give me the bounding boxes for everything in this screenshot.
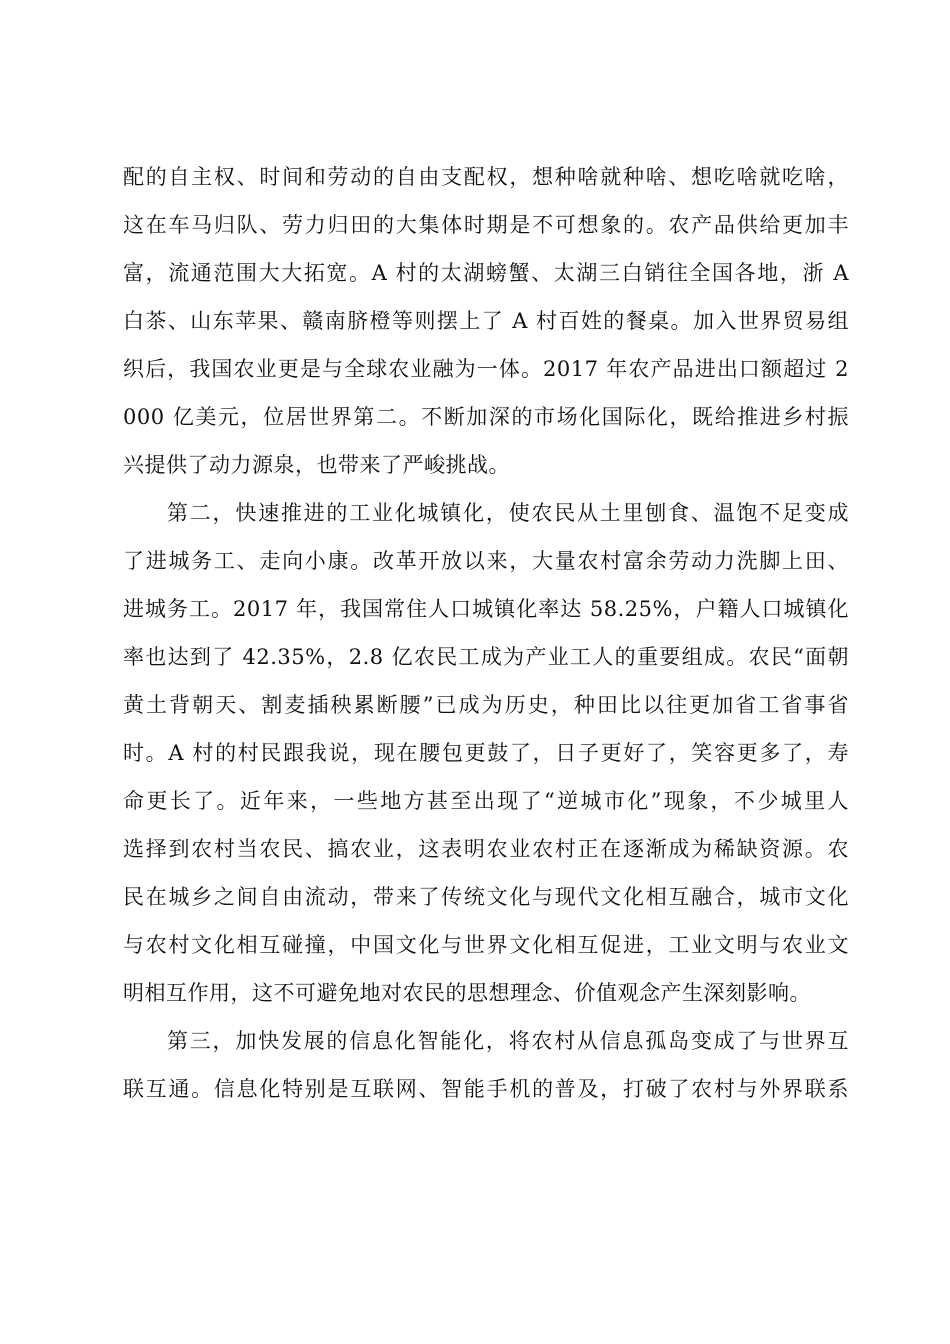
text-line: 白茶、山东苹果、赣南脐橙等则摆上了 A 村百姓的餐桌。加入世界贸易组 <box>123 309 849 333</box>
text-line: 民在城乡之间自由流动，带来了传统文化与现代文化相互融合，城市文化 <box>123 885 849 909</box>
text-line: 选择到农村当农民、搞农业，这表明农业农村正在逐渐成为稀缺资源。农 <box>123 837 849 861</box>
text-line: 织后，我国农业更是与全球农业融为一体。2017 年农产品进出口额超过 2 <box>123 357 849 381</box>
text-line: 明相互作用，这不可避免地对农民的思想理念、价值观念产生深刻影响。 <box>123 981 811 1005</box>
text-line: 配的自主权、时间和劳动的自由支配权，想种啥就种啥、想吃啥就吃啥， <box>123 165 849 189</box>
text-line: 时。A 村的村民跟我说，现在腰包更鼓了，日子更好了，笑容更多了，寿 <box>123 741 849 765</box>
text-line: 了进城务工、走向小康。改革开放以来，大量农村富余劳动力洗脚上田、 <box>123 549 849 573</box>
text-line: 进城务工。2017 年，我国常住人口城镇化率达 58.25%，户籍人口城镇化 <box>123 597 849 621</box>
text-line: 黄土背朝天、割麦插秧累断腰”已成为历史，种田比以往更加省工省事省 <box>123 693 849 717</box>
text-line: 命更长了。近年来，一些地方甚至出现了“逆城市化”现象，不少城里人 <box>123 789 849 813</box>
text-line: 第三，加快发展的信息化智能化，将农村从信息孤岛变成了与世界互 <box>167 1029 849 1053</box>
text-line: 兴提供了动力源泉，也带来了严峻挑战。 <box>123 453 510 477</box>
text-line: 率也达到了 42.35%，2.8 亿农民工成为产业工人的重要组成。农民“面朝 <box>123 645 849 669</box>
text-line: 第二，快速推进的工业化城镇化，使农民从土里刨食、温饱不足变成 <box>167 501 849 525</box>
text-line: 这在车马归队、劳力归田的大集体时期是不可想象的。农产品供给更加丰 <box>123 213 849 237</box>
text-line: 联互通。信息化特别是互联网、智能手机的普及，打破了农村与外界联系 <box>123 1077 849 1101</box>
text-line: 000 亿美元，位居世界第二。不断加深的市场化国际化，既给推进乡村振 <box>123 405 849 429</box>
text-line: 与农村文化相互碰撞，中国文化与世界文化相互促进，工业文明与农业文 <box>123 933 849 957</box>
text-line: 富，流通范围大大拓宽。A 村的太湖螃蟹、太湖三白销往全国各地，浙 A <box>123 261 849 285</box>
